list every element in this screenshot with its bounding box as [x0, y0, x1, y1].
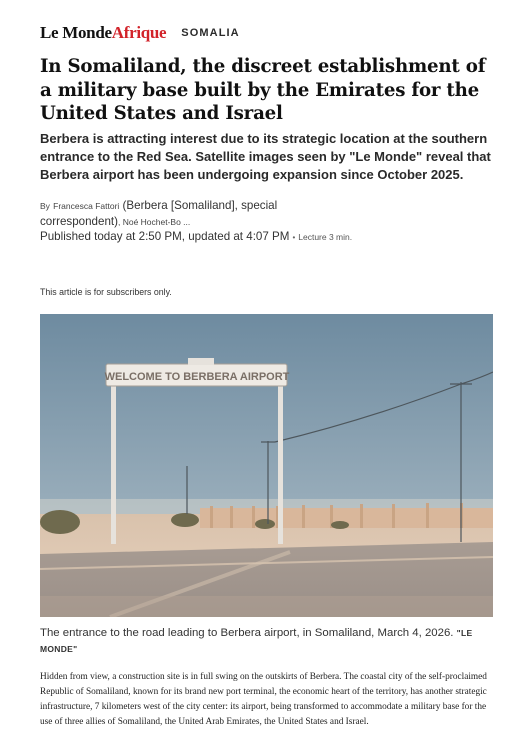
subscriber-note: This article is for subscribers only. [40, 287, 172, 297]
welcome-sign-text: WELCOME TO BERBERA AIRPORT [104, 371, 290, 383]
author-role: (Berbera [Somaliland], special correspondent) [40, 199, 278, 228]
caption-text: The entrance to the road leading to Berbera airport, in Somaliland, March 4, 2026. [40, 627, 454, 639]
logo-accent: Afrique [111, 23, 167, 42]
separator-dot: • [292, 233, 296, 242]
photo-illustration [40, 314, 493, 617]
masthead [40, 22, 240, 44]
article-standfirst: Berbera is attracting interest due to its strategic location at the southern entrance to the Red Sea. Satellite images seen by "Le Monde" reveal that Berbera airport has been undergoing expansion since October 2025. [40, 131, 491, 182]
byline [40, 198, 330, 230]
section-rubric[interactable]: SOMALIA [181, 27, 240, 39]
reading-time: Lecture 3 min. [298, 232, 353, 242]
coauthor-link[interactable]: , Noé Hochet-Bo ... [117, 217, 191, 227]
published-date: Published today at 2:50 PM, updated at 4:07 PM [40, 230, 290, 243]
article-title: In Somaliland, the discreet establishment of a military base built by the Emirates for the United States and Israel [40, 56, 486, 124]
logo-main: Le Monde [40, 23, 112, 42]
author-link[interactable]: Francesca Fattori [53, 201, 120, 211]
photo-credit: "LE MONDE" [40, 628, 473, 654]
byline-prefix: By [40, 201, 50, 211]
publication-info [40, 230, 352, 243]
site-logo[interactable] [40, 23, 166, 43]
article-photo [40, 314, 493, 617]
article-body: Hidden from view, a construction site is in full swing on the outskirts of Berbera. The coastal city of the self-proclaimed Republic of Somaliland, known for its brand new port terminal, the economic heart of the territory, has another strategic infrastructure, 7 kilometers west of the city center: its airport, being transformed to accommodate a military base for the use of three allies of Somaliland, the United Arab Emirates, the United States and Israel. [40, 672, 487, 727]
photo-caption [40, 625, 492, 657]
